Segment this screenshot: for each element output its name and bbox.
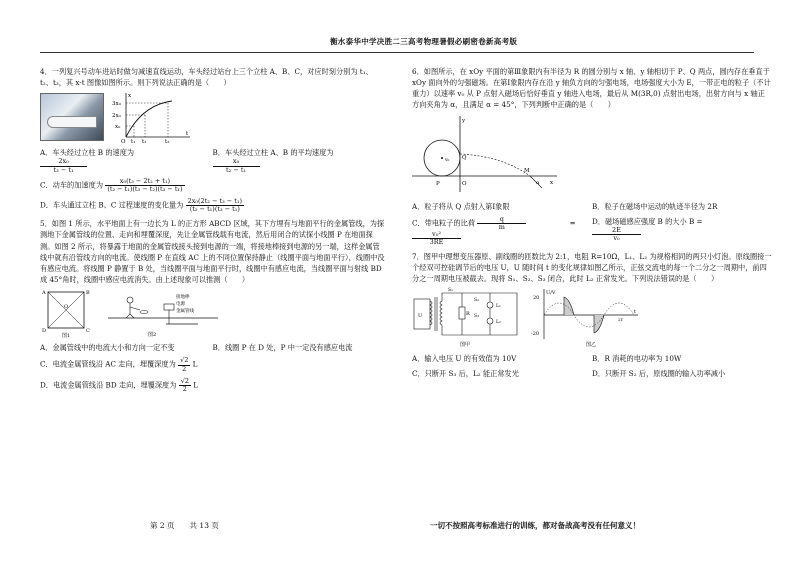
q5-stem: 5．如图 1 所示，水平地面上有一边长为 L 的正方形 ABCD 区域，其下方埋有与地面平行的金属管线，为探测地下金属管线的位置、走向和埋覆深度，先让金属管线载有电流，然后用闭合的试探小线圈 P 在地面探测。如图 2 所示，将暴露于地面的金属管线接头接到电源的一端，将接地棒接到电源的另一端，这样金属管线中就有沿管线方向的电流。使线圈 P 在直线 AC 上的不同位置保持静止（线圈平面与地面平行），线圈中没有感应电流。将线圈 P 静置于 B 处，当线圈平面与地面平行时，线圈中有感应电流，当线圈平面与射线 BD 成 45°角时，线圈中感应电流消失。由上述现象可以推测（ ） — [40, 219, 385, 285]
footer-slogan: 一切不按照高考标准进行的训练，都对备战高考没有任何意义！ — [430, 521, 640, 530]
point-q: Q — [462, 154, 467, 161]
q5-figure-1 — [40, 288, 100, 338]
label-r: R — [466, 310, 470, 317]
y-axis-label: y — [462, 117, 466, 124]
v0-label: v₀ — [445, 157, 450, 163]
q4-option-b[interactable]: B．车头经过立柱 A、B 的平均速度为 $\frac{\text{x₀}}{\text{t₂ − t₁}}$ — [212, 148, 334, 174]
label-l1: L₁ — [496, 303, 501, 309]
q6-option-c[interactable]: C．带电粒子的比荷 $\frac{q}{m}$ = $\frac{\text{v₀²}}{3RE}$ — [412, 214, 576, 247]
center-o: O — [64, 304, 69, 311]
wave-neg: -20 — [531, 330, 540, 337]
q6-option-b[interactable]: B．粒子在磁场中运动的轨迹半径为 2R — [592, 201, 718, 211]
q4-option-c[interactable]: C．动车的加速度为 $\frac{\text{x₀(t₃ − 2t₂ + t₁)}}{\text{(t₂ − t₁)(t₃ − t₂)(t₃ − t₁)}}$ — [40, 176, 183, 193]
q7-option-a[interactable]: A．输入电压 U 的有效值为 10V — [412, 353, 517, 363]
tick-t1: t₁ — [131, 139, 136, 144]
tick-x0: x₀ — [115, 124, 121, 131]
tick-t3: t₃ — [165, 139, 170, 144]
q4-figure — [40, 91, 385, 143]
point-p: P — [436, 180, 440, 187]
q5-option-a[interactable]: A．金属管线中的电流大小和方向一定不变 — [40, 343, 175, 353]
q7-options-cd — [412, 368, 772, 379]
q7-stem: 7．图甲中理想变压器原、副线圈的匝数比为 2:1，电阻 R=10Ω，L₁、L₂ 为规格相同的两只小灯泡。原线圈接一个经双可控硅调节后的电压 U，U 随时间 t 的变化规律如图乙所示，正弦交流电的每一个二分之一周期中，前四分之一周期电压被截去。现将 S₁、S₂、S₃ 闭合，此时 L₂ 正常发光。下列说法错误的是（ ） — [412, 251, 772, 283]
q6-stem: 6．如图所示，在 xOy 平面的第Ⅲ象限内有半径为 R 的圆分别与 x 轴、y 轴相切于 P、Q 两点，圆内存在垂直于 xOy 面向外的匀强磁场。在第Ⅰ象限内存在沿 y 轴负方向的匀强电场，电场强度大小为 E，一带正电的粒子（不计重力）以速率 v₀ 从 P 点射入磁场后恰好垂直 y 轴进入电场，最后从 M(3R,0) 点射出电场，出射方向与 x 轴正方向夹角为 α，且满足 α = 45°，下列判断中正确的是（ ） — [412, 67, 771, 110]
q7-option-b[interactable]: B．R 消耗的电功率为 10W — [592, 353, 682, 363]
wave-pos: 20 — [533, 294, 540, 301]
label-s3: S₃ — [474, 313, 479, 319]
q5-figure-2 — [108, 288, 218, 338]
question-6 — [412, 66, 772, 247]
q5-figures — [40, 288, 385, 338]
origin-label: O — [121, 139, 126, 144]
corner-b: B — [86, 290, 90, 297]
tag-power: 电源 — [176, 302, 185, 308]
question-5 — [40, 218, 385, 393]
left-column — [40, 66, 385, 398]
axis-x-label: x — [128, 93, 132, 100]
origin-o: O — [462, 180, 467, 187]
q7-figures — [412, 287, 772, 349]
q6-option-a[interactable]: A．粒子将从 Q 点射入第Ⅰ象限 — [412, 201, 510, 211]
q5-option-b[interactable]: B．线圈 P 在 D 处，P 中一定没有感应电流 — [212, 343, 353, 353]
point-m: M — [524, 167, 530, 174]
train-photo — [40, 93, 104, 141]
q4-option-a[interactable]: A．车头经过立柱 B 的速度为 $\frac{\text{2x₀}}{\text{t₃ − t₁}}$ — [40, 148, 135, 174]
fig2-label: 图2 — [148, 332, 157, 339]
header-divider — [40, 52, 754, 53]
wave-t-label: t — [634, 308, 637, 315]
wave-2t: 2T — [618, 316, 624, 322]
question-4 — [40, 66, 385, 213]
q4-options-ab — [40, 147, 385, 173]
tick-3x0: 3x₀ — [112, 101, 121, 108]
tick-t2: t₂ — [142, 139, 147, 144]
fig-yi-label: 图乙 — [586, 341, 597, 348]
question-7 — [412, 251, 772, 380]
q7-circuit-figure — [412, 287, 522, 349]
label-u: U — [418, 312, 423, 319]
q6-options-ab — [412, 201, 772, 212]
label-l2: L₂ — [496, 319, 501, 325]
q6-figure — [412, 114, 562, 194]
q7-option-d[interactable]: D．只断开 S₂ 后，原线圈的输入功率减小 — [592, 369, 726, 379]
q5-options-ab — [40, 342, 385, 353]
q5-option-c[interactable]: C．电流金属管线沿 AC 走向，埋覆深度为 $\frac{√2}{2}$ L — [40, 356, 198, 373]
tag-ground-rod: 接地棒 — [176, 295, 190, 301]
tag-pipeline: 金属管线 — [176, 309, 194, 315]
q7-wave-figure — [530, 287, 640, 349]
q5-option-d[interactable]: D．电流金属管线沿 BD 走向，埋覆深度为 $\frac{√2}{2}$ L — [40, 376, 199, 393]
fig-jia-label: 图甲 — [460, 341, 471, 348]
q4-option-d[interactable]: D．车头通过立柱 B、C 过程速度的变化量为 $\frac{\text{2x₀(2t₂ − t₃ − t₁)}}{\text{(t₂ − t₁)(t₃ − t₁)}}$ — [40, 197, 243, 214]
x-axis-label: x — [550, 179, 554, 186]
axis-t-label: t — [186, 131, 189, 138]
alpha-label: α — [536, 179, 540, 186]
wave-y-label: U/V — [546, 289, 556, 296]
q6-option-d[interactable]: D．磁场磁感应强度 B 的大小 B = $\frac{2E}{\text{v₀}}$ — [592, 216, 703, 243]
corner-c: C — [86, 328, 90, 335]
corner-d: D — [42, 328, 47, 335]
corner-a: A — [42, 290, 46, 297]
q6-options-cd — [412, 216, 772, 247]
q7-option-c[interactable]: C．只断开 S₃ 后，L₂ 能正常发光 — [412, 369, 519, 379]
q4-stem: 4．一列复兴号动车进站时做匀减速直线运动，车头经过站台上三个立柱 A、B、C，对应时刻分别为 t₁、t₂、t₃，其 x-t 图像如图所示。则下列说法正确的是（ ） — [40, 67, 373, 88]
right-column — [412, 66, 772, 383]
page-header: 衡水泰华中学决胜二三高考物理暑假必刷密卷新高考版 — [330, 37, 518, 46]
tick-2x0: 2x₀ — [112, 113, 121, 120]
label-s1: S₁ — [448, 287, 453, 293]
q4-xt-graph — [112, 91, 192, 143]
page-number: 第 2 页 共 13 页 — [150, 521, 219, 530]
q7-options-ab — [412, 353, 772, 364]
fig1-label: 图1 — [62, 333, 71, 339]
label-s2: S₂ — [474, 297, 479, 303]
